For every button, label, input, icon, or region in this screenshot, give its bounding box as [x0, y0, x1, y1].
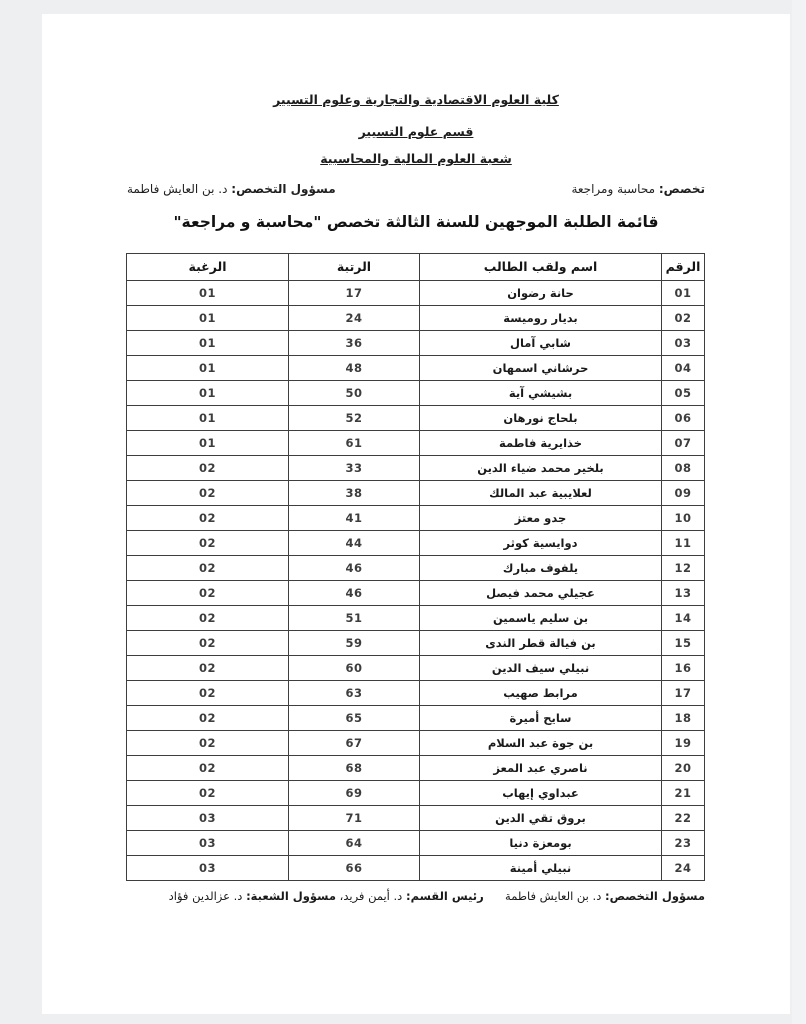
- table-row: [127, 455, 705, 480]
- cell-rank: 68: [289, 755, 420, 780]
- cell-wish: 03: [127, 805, 289, 830]
- cell-wish: 02: [127, 780, 289, 805]
- cell-rank: 52: [289, 405, 420, 430]
- cell-number: 20: [662, 755, 705, 780]
- table-row: [127, 680, 705, 705]
- document-page: [42, 14, 790, 1014]
- document-content: [127, 92, 705, 903]
- footer-dept-head-value: د. أيمن فريد،: [339, 888, 403, 903]
- table-row: [127, 855, 705, 880]
- cell-student-name: شابي آمال: [420, 330, 662, 355]
- cell-number: 24: [662, 855, 705, 880]
- students-table: [126, 253, 705, 881]
- table-row: [127, 780, 705, 805]
- cell-wish: 01: [127, 380, 289, 405]
- cell-rank: 66: [289, 855, 420, 880]
- cell-number: 05: [662, 380, 705, 405]
- cell-number: 12: [662, 555, 705, 580]
- cell-rank: 65: [289, 705, 420, 730]
- cell-rank: 36: [289, 330, 420, 355]
- table-row: [127, 630, 705, 655]
- cell-student-name: خذايرية فاطمة: [420, 430, 662, 455]
- specialty-supervisor-value: د. بن العايش فاطمة: [127, 181, 228, 196]
- cell-number: 08: [662, 455, 705, 480]
- page-title: قائمة الطلبة الموجهين للسنة الثالثة تخصص "محاسبة و مراجعة": [173, 212, 659, 231]
- specialty-supervisor-field: [127, 182, 336, 196]
- cell-wish: 03: [127, 855, 289, 880]
- cell-rank: 48: [289, 355, 420, 380]
- table-row: [127, 505, 705, 530]
- footer-branch-supervisor-value: د. عزالدين فؤاد: [168, 888, 243, 903]
- cell-rank: 17: [289, 280, 420, 305]
- column-header-number: الرقم: [662, 253, 705, 280]
- cell-wish: 02: [127, 580, 289, 605]
- cell-number: 06: [662, 405, 705, 430]
- cell-student-name: بشيشي آية: [420, 380, 662, 405]
- table-row: [127, 380, 705, 405]
- cell-student-name: نبيلي أمينة: [420, 855, 662, 880]
- cell-rank: 61: [289, 430, 420, 455]
- table-row: [127, 430, 705, 455]
- cell-student-name: نبيلي سيف الدين: [420, 655, 662, 680]
- cell-number: 23: [662, 830, 705, 855]
- cell-student-name: يلفوف مبارك: [420, 555, 662, 580]
- table-row: [127, 480, 705, 505]
- column-header-student-name: اسم ولقب الطالب: [420, 253, 662, 280]
- cell-rank: 50: [289, 380, 420, 405]
- cell-student-name: مرابط صهيب: [420, 680, 662, 705]
- cell-student-name: بروق تقي الدين: [420, 805, 662, 830]
- cell-student-name: بلحاج نورهان: [420, 405, 662, 430]
- cell-wish: 01: [127, 280, 289, 305]
- table-row: [127, 280, 705, 305]
- cell-number: 03: [662, 330, 705, 355]
- cell-number: 18: [662, 705, 705, 730]
- signatures-footer: [127, 889, 705, 903]
- cell-student-name: عجيلي محمد فيصل: [420, 580, 662, 605]
- cell-student-name: دوايسية كوثر: [420, 530, 662, 555]
- cell-rank: 59: [289, 630, 420, 655]
- table-row: [127, 580, 705, 605]
- table-row: [127, 830, 705, 855]
- cell-number: 16: [662, 655, 705, 680]
- cell-student-name: حانة رضوان: [420, 280, 662, 305]
- cell-wish: 02: [127, 655, 289, 680]
- cell-wish: 01: [127, 430, 289, 455]
- cell-rank: 41: [289, 505, 420, 530]
- cell-number: 01: [662, 280, 705, 305]
- cell-wish: 02: [127, 730, 289, 755]
- cell-number: 09: [662, 480, 705, 505]
- table-row: [127, 355, 705, 380]
- cell-student-name: عبداوي إيهاب: [420, 780, 662, 805]
- table-row: [127, 555, 705, 580]
- cell-rank: 38: [289, 480, 420, 505]
- cell-student-name: بن جوة عبد السلام: [420, 730, 662, 755]
- cell-rank: 67: [289, 730, 420, 755]
- footer-specialty-supervisor-value: د. بن العايش فاطمة: [505, 888, 602, 903]
- footer-specialty-supervisor-label: مسؤول التخصص:: [604, 888, 705, 903]
- cell-wish: 01: [127, 355, 289, 380]
- cell-wish: 02: [127, 680, 289, 705]
- cell-rank: 33: [289, 455, 420, 480]
- cell-rank: 69: [289, 780, 420, 805]
- branch-header: شعبة العلوم المالية والمحاسبية: [320, 151, 512, 167]
- cell-student-name: ناصري عبد المعز: [420, 755, 662, 780]
- cell-number: 07: [662, 430, 705, 455]
- table-row: [127, 705, 705, 730]
- cell-student-name: بومعزة دنيا: [420, 830, 662, 855]
- cell-rank: 46: [289, 580, 420, 605]
- cell-wish: 02: [127, 755, 289, 780]
- table-header-row: [127, 253, 705, 280]
- cell-student-name: بن فيالة قطر الندى: [420, 630, 662, 655]
- cell-number: 19: [662, 730, 705, 755]
- cell-number: 21: [662, 780, 705, 805]
- cell-student-name: بلخير محمد ضياء الدين: [420, 455, 662, 480]
- cell-wish: 02: [127, 705, 289, 730]
- cell-rank: 63: [289, 680, 420, 705]
- table-row: [127, 605, 705, 630]
- cell-rank: 24: [289, 305, 420, 330]
- cell-wish: 02: [127, 605, 289, 630]
- footer-branch-supervisor-label: مسؤول الشعبة:: [246, 888, 336, 903]
- cell-wish: 02: [127, 455, 289, 480]
- cell-student-name: بديار روميسة: [420, 305, 662, 330]
- specialty-supervisor-label: مسؤول التخصص:: [231, 181, 336, 196]
- table-row: [127, 405, 705, 430]
- table-row: [127, 655, 705, 680]
- cell-student-name: جدو معتز: [420, 505, 662, 530]
- table-row: [127, 330, 705, 355]
- specialty-field: [571, 182, 705, 196]
- cell-number: 04: [662, 355, 705, 380]
- cell-wish: 02: [127, 505, 289, 530]
- cell-number: 11: [662, 530, 705, 555]
- cell-number: 02: [662, 305, 705, 330]
- cell-rank: 64: [289, 830, 420, 855]
- footer-dept-head-label: رئيس القسم:: [405, 888, 484, 903]
- table-row: [127, 730, 705, 755]
- table-row: [127, 305, 705, 330]
- cell-wish: 02: [127, 630, 289, 655]
- scrollbar-track[interactable]: [792, 0, 806, 1024]
- cell-student-name: حرشاني اسمهان: [420, 355, 662, 380]
- cell-rank: 51: [289, 605, 420, 630]
- department-header: قسم علوم التسيير: [358, 123, 474, 139]
- specialty-label: تخصص:: [658, 181, 705, 196]
- cell-number: 22: [662, 805, 705, 830]
- specialty-row: [127, 182, 705, 196]
- cell-rank: 71: [289, 805, 420, 830]
- cell-wish: 01: [127, 405, 289, 430]
- cell-number: 17: [662, 680, 705, 705]
- cell-number: 14: [662, 605, 705, 630]
- column-header-wish: الرغبة: [127, 253, 289, 280]
- table-row: [127, 755, 705, 780]
- cell-wish: 01: [127, 305, 289, 330]
- cell-student-name: لعلايبية عبد المالك: [420, 480, 662, 505]
- cell-wish: 03: [127, 830, 289, 855]
- cell-wish: 02: [127, 480, 289, 505]
- column-header-rank: الرتبة: [289, 253, 420, 280]
- cell-student-name: بن سليم ياسمين: [420, 605, 662, 630]
- cell-wish: 02: [127, 530, 289, 555]
- table-row: [127, 530, 705, 555]
- cell-number: 15: [662, 630, 705, 655]
- cell-rank: 60: [289, 655, 420, 680]
- cell-number: 13: [662, 580, 705, 605]
- cell-rank: 46: [289, 555, 420, 580]
- cell-student-name: سايح أميرة: [420, 705, 662, 730]
- cell-wish: 01: [127, 330, 289, 355]
- faculty-header: كلية العلوم الاقتصادية والتجارية وعلوم التسيير: [273, 92, 559, 107]
- cell-number: 10: [662, 505, 705, 530]
- specialty-value: محاسبة ومراجعة: [571, 181, 656, 196]
- table-row: [127, 805, 705, 830]
- cell-rank: 44: [289, 530, 420, 555]
- cell-wish: 02: [127, 555, 289, 580]
